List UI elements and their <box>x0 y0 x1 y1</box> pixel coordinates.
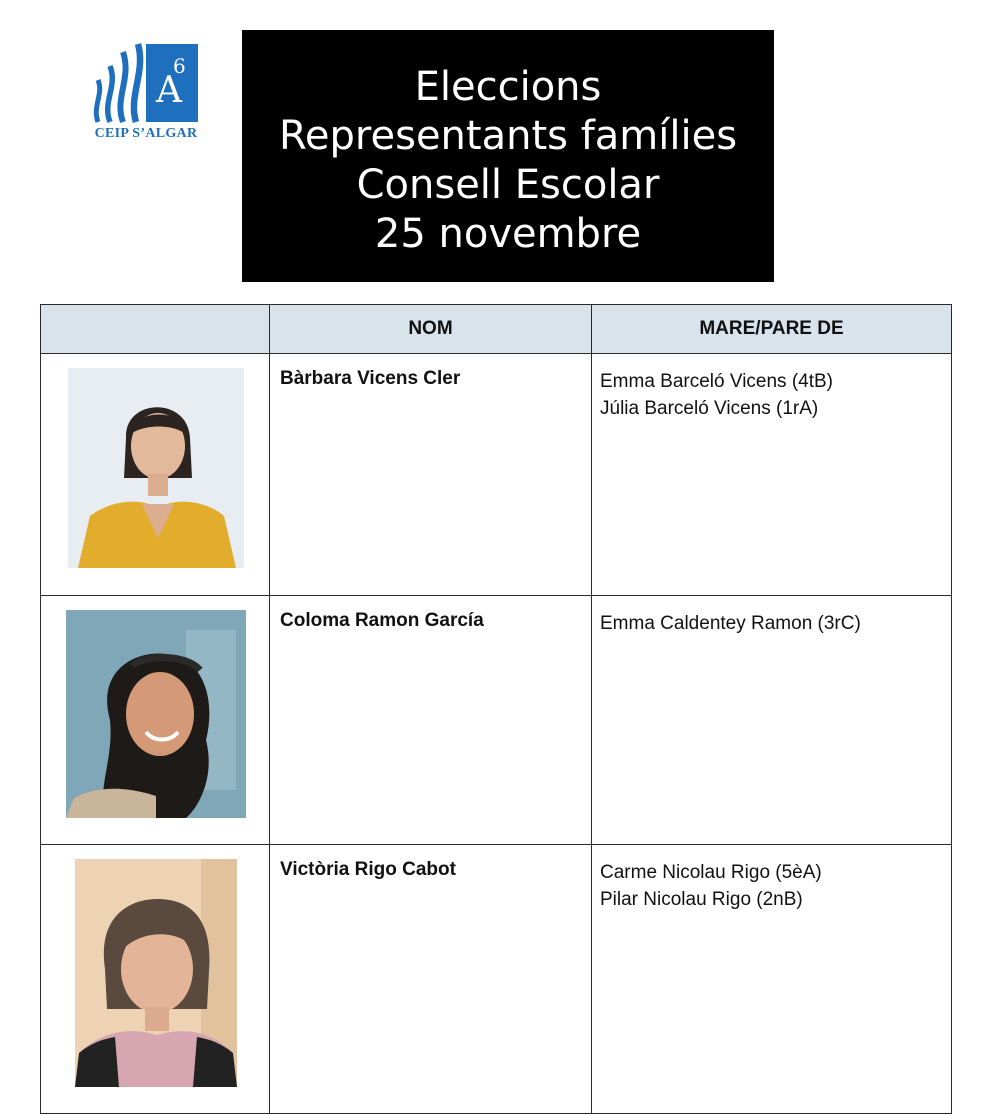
child-entry: Júlia Barceló Vicens (1rA) <box>600 398 819 419</box>
photo-cell <box>41 354 270 596</box>
table-row <box>41 596 952 845</box>
candidates-table <box>40 304 952 1114</box>
child-entry: Emma Barceló Vicens (4tB) <box>600 371 834 392</box>
children-list <box>592 845 952 1114</box>
banner-line-4: 25 novembre <box>374 211 642 257</box>
children-list <box>592 596 952 845</box>
logo-monogram: 6 A <box>156 54 186 111</box>
candidate-photo <box>66 610 246 818</box>
candidate-name: Victòria Rigo Cabot <box>270 845 592 1114</box>
photo-cell <box>41 845 270 1114</box>
candidate-name: Coloma Ramon García <box>270 596 592 845</box>
table-row <box>41 845 952 1114</box>
table-row <box>41 354 952 596</box>
candidate-photo <box>68 368 244 568</box>
children-list <box>592 354 952 596</box>
banner-line-2: Representants famílies <box>278 113 738 159</box>
banner-line-3: Consell Escolar <box>356 162 660 208</box>
logo-waves-icon <box>88 42 148 124</box>
candidate-name: Bàrbara Vicens Cler <box>270 354 592 596</box>
logo-text: CEIP S’ALGAR <box>94 126 198 141</box>
title-banner <box>242 30 774 282</box>
candidate-photo <box>75 859 237 1087</box>
child-entry: Emma Caldentey Ramon (3rC) <box>600 613 861 634</box>
school-logo <box>88 42 204 146</box>
photo-cell <box>41 596 270 845</box>
table-header-row <box>41 305 952 354</box>
header-photo <box>41 305 270 354</box>
header-parent-of: MARE/PARE DE <box>592 305 952 354</box>
child-entry: Pilar Nicolau Rigo (2nB) <box>600 889 803 910</box>
child-entry: Carme Nicolau Rigo (5èA) <box>600 862 822 883</box>
header-name: NOM <box>270 305 592 354</box>
banner-line-1: Eleccions <box>414 64 602 110</box>
